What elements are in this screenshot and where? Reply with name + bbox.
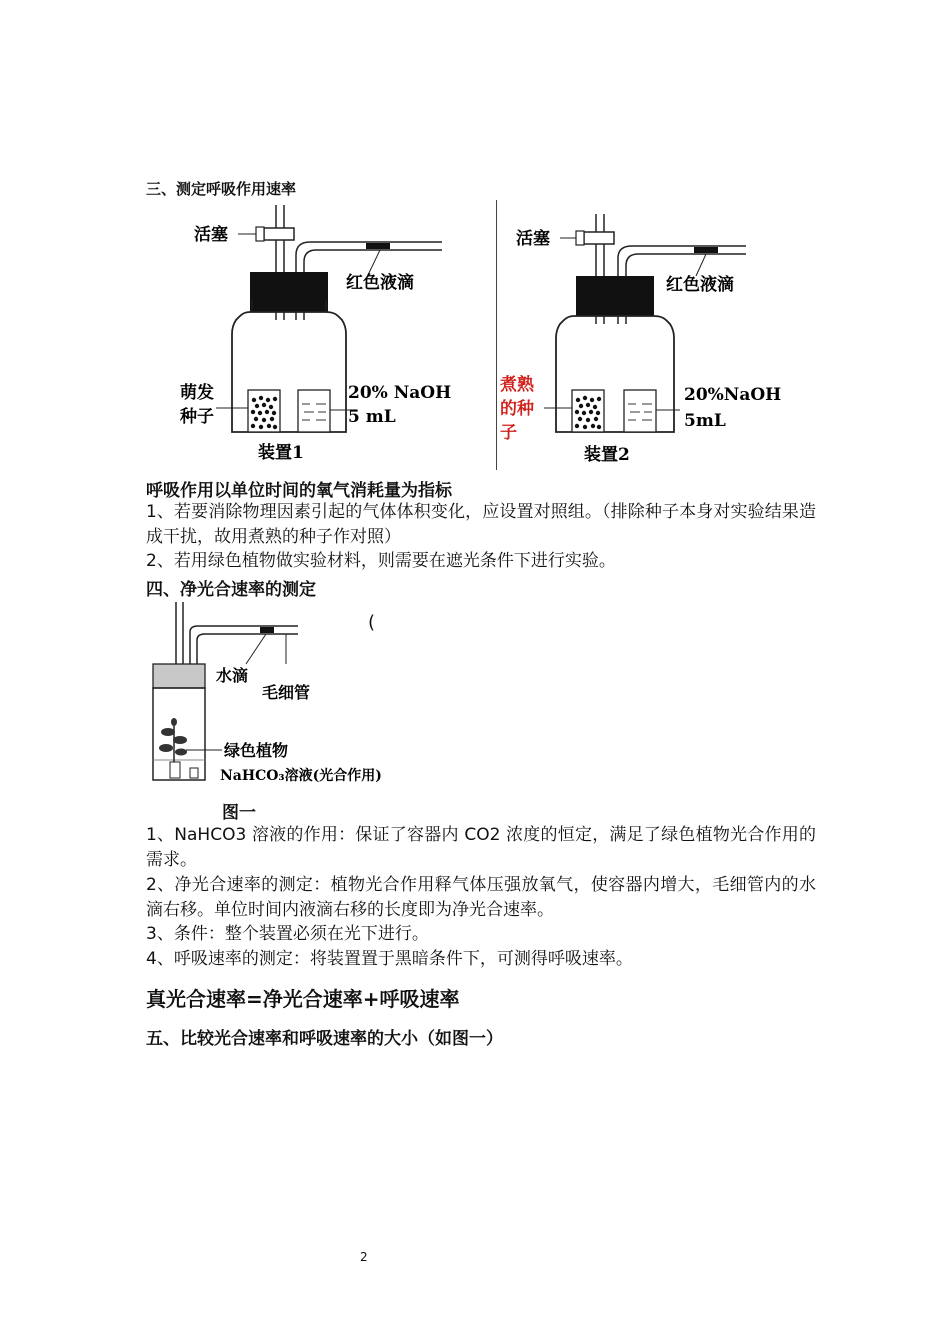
seeds-label-1b: 种子 <box>180 407 214 427</box>
naoh-label-1a: 20% NaOH <box>348 383 452 403</box>
section4-point3: 3、条件：整个装置必须在光下进行。 <box>146 924 429 944</box>
figure-divider <box>496 200 497 470</box>
figure-1-caption: 图一 <box>222 803 256 823</box>
page-number: 2 <box>360 1250 368 1264</box>
valve-label-1: 活塞 <box>194 225 228 245</box>
formula: 真光合速率=净光合速率+呼吸速率 <box>146 987 460 1011</box>
section3-point2: 2、若用绿色植物做实验材料，则需要在遮光条件下进行实验。 <box>146 551 616 571</box>
red-drop-1 <box>366 243 390 249</box>
seeds-label-1a: 萌发 <box>180 383 214 403</box>
red-drop-label-2: 红色液滴 <box>666 275 734 295</box>
valve-label-2: 活塞 <box>516 229 550 249</box>
red-drop-label-1: 红色液滴 <box>346 273 414 293</box>
apparatus-2-caption: 装置2 <box>584 445 630 465</box>
apparatus-2-figure <box>500 200 800 472</box>
section5-title: 五、比较光合速率和呼吸速率的大小（如图一） <box>146 1029 503 1049</box>
capillary-label: 毛细管 <box>262 683 311 702</box>
respiration-indicator: 呼吸作用以单位时间的氧气消耗量为指标 <box>146 481 452 501</box>
stray-paren: ( <box>368 612 376 633</box>
figure-1 <box>146 602 386 792</box>
naoh-label-2a: 20%NaOH <box>684 385 782 405</box>
section3-title: 三、测定呼吸作用速率 <box>146 180 297 198</box>
seeds-label-2a: 煮熟 <box>500 375 534 395</box>
solution-label: NaHCO₃溶液(光合作用) <box>220 768 382 784</box>
naoh-label-1b: 5 mL <box>348 407 396 427</box>
section4-point4: 4、呼吸速率的测定：将装置置于黑暗条件下，可测得呼吸速率。 <box>146 949 633 969</box>
seeds-label-2c: 子 <box>500 423 517 443</box>
red-drop-2 <box>694 247 718 253</box>
apparatus-1-figure <box>180 200 470 472</box>
naoh-label-2b: 5mL <box>684 411 726 431</box>
section3-point1: 1、若要消除物理因素引起的气体体积变化，应设置对照组。（排除种子本身对实验结果造成干扰，故用煮熟的种子作对照） <box>146 502 816 547</box>
section4-title: 四、净光合速率的测定 <box>146 580 316 600</box>
water-drop-label: 水滴 <box>216 666 249 685</box>
seeds-label-2b: 的种 <box>500 399 534 419</box>
section4-point2: 2、净光合速率的测定：植物光合作用释气体压强放氧气，使容器内增大，毛细管内的水滴右移。单位时间内液滴右移的长度即为净光合速率。 <box>146 875 816 920</box>
plant-label: 绿色植物 <box>224 741 289 760</box>
apparatus-1-caption: 装置1 <box>258 443 304 463</box>
section4-point1: 1、NaHCO3 溶液的作用：保证了容器内 CO2 浓度的恒定，满足了绿色植物光合作用的需求。 <box>146 825 816 870</box>
